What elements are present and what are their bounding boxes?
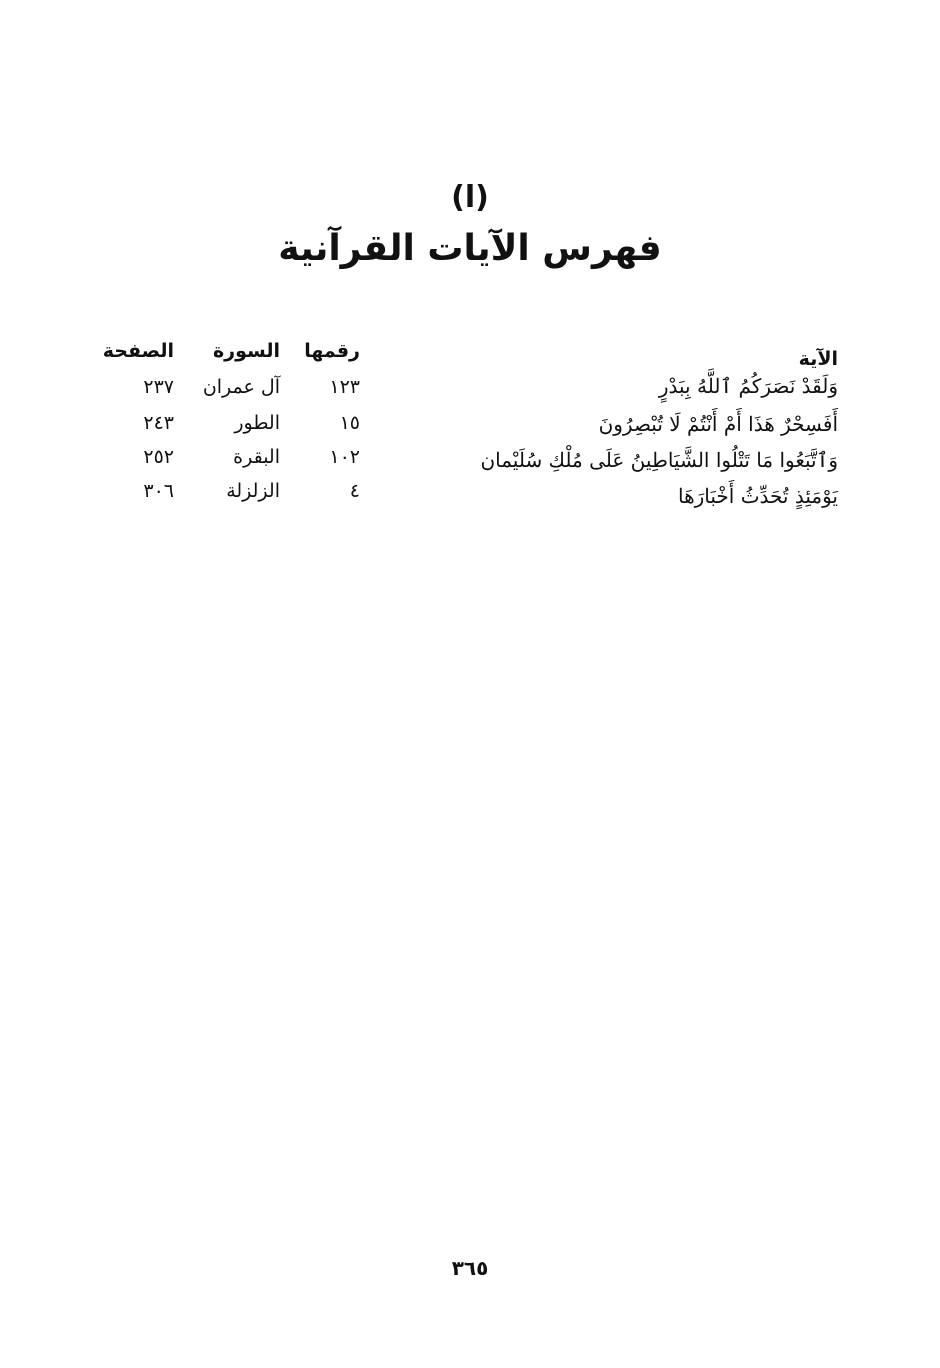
verse-text: وَٱتَّبَعُوا مَا تَتْلُوا الشَّيَاطِينُ عَلَى مُلْكِ سُلَيْمان (480, 448, 838, 472)
surah-name: الطور (234, 412, 280, 434)
page-ref: ٢٣٧ (143, 376, 174, 398)
section-number: (ا) (451, 180, 489, 215)
page-ref: ٢٤٣ (143, 412, 174, 434)
verse-number: ١٥ (339, 412, 360, 434)
page-ref: ٣٠٦ (143, 480, 174, 502)
page-number: ٣٦٥ (451, 1256, 489, 1280)
header-surah: السورة (212, 340, 280, 362)
header-number: رقمها (304, 340, 360, 362)
verse-text: وَلَقَدْ نَصَرَكُمُ ٱللَّهُ بِبَدْرٍ (658, 374, 838, 398)
surah-name: البقرة (233, 446, 280, 468)
header-verse: الآية (798, 348, 838, 370)
page-title: فهرس الآيات القرآنية (278, 228, 662, 269)
verse-text: أَفَسِحْرٌ هَذَا أَمْ أَنْتُمْ لَا تُبْصِرُونَ (598, 412, 838, 436)
verse-text: يَوْمَئِذٍ تُحَدِّثُ أَخْبَارَهَا (677, 484, 838, 508)
verse-number: ٤ (349, 480, 360, 502)
page-ref: ٢٥٢ (143, 446, 174, 468)
surah-name: الزلزلة (226, 480, 280, 502)
verse-number: ١٢٣ (329, 376, 360, 398)
header-page: الصفحة (102, 340, 174, 362)
verse-number: ١٠٢ (329, 446, 360, 468)
surah-name: آل عمران (202, 376, 280, 398)
